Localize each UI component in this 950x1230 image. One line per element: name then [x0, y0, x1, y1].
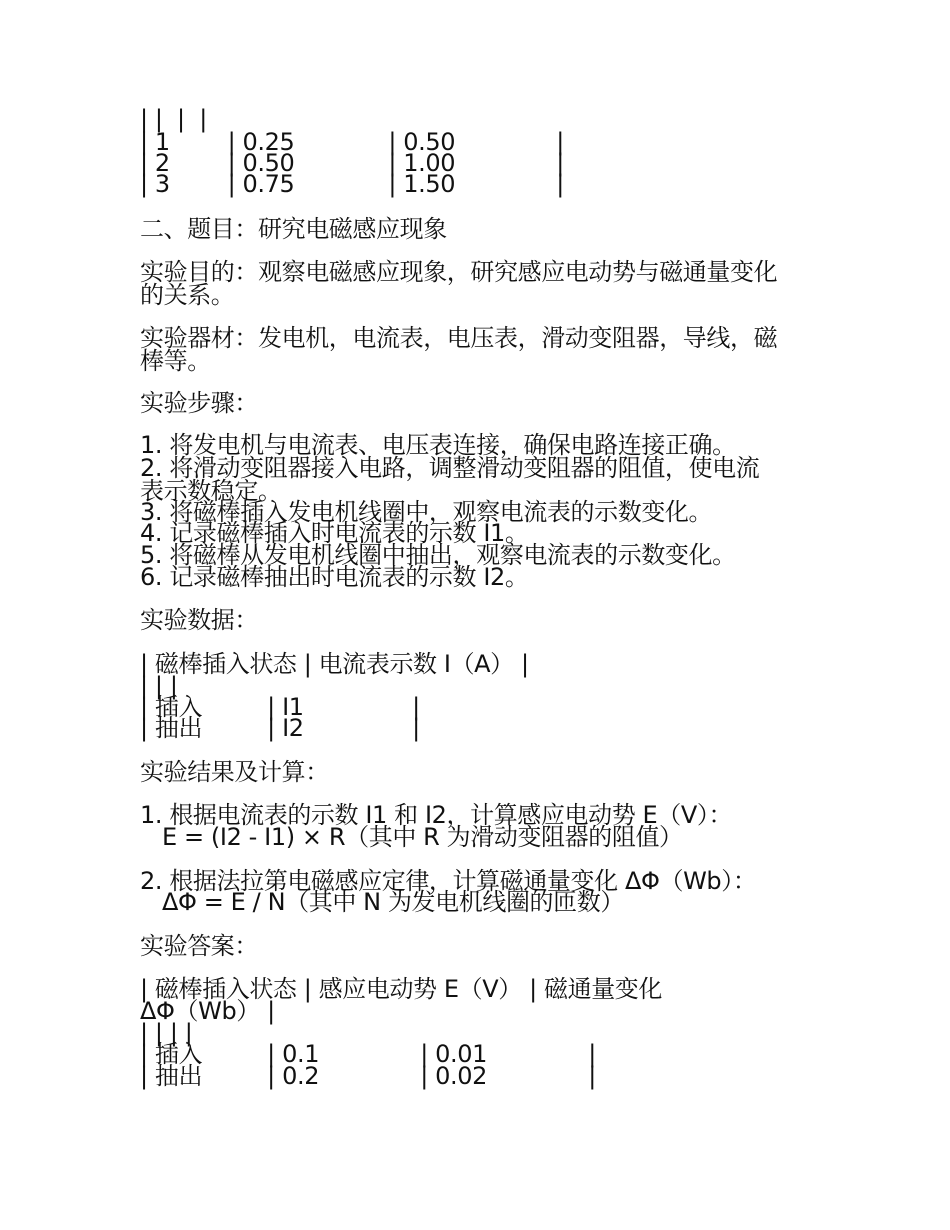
top-table-row: | 2 | 0.50 | 1.00 | — [140, 149, 564, 177]
step-line: 2. 将滑动变阻器接入电路，调整滑动变阻器的阻值，使电流 — [140, 454, 760, 482]
answer-table-header: | 磁棒插入状态 | 感应电动势 E（V） | 磁通量变化 — [140, 975, 663, 1003]
answer-heading: 实验答案： — [140, 932, 258, 960]
data-table-separator: | | | — [140, 672, 178, 700]
answer-table-separator: | | | | — [140, 1019, 193, 1047]
top-table-row: | 3 | 0.75 | 1.50 | — [140, 170, 564, 198]
step-line: 4. 记录磁棒插入时电流表的示数 I1。 — [140, 519, 529, 547]
answer-table-row: | 插入 | 0.1 | 0.01 | — [140, 1040, 596, 1068]
purpose-line: 实验目的：观察电磁感应现象，研究感应电动势与磁通量变化 — [140, 258, 778, 286]
topic-heading: 二、题目：研究电磁感应现象 — [140, 215, 447, 243]
step-line: 6. 记录磁棒抽出时电流表的示数 I2。 — [140, 563, 529, 591]
data-table-header: | 磁棒插入状态 | 电流表示数 I（A） | — [140, 650, 529, 678]
equipment-line: 棒等。 — [140, 347, 211, 375]
calc-formula: ΔΦ = E / N（其中 N 为发电机线圈的匝数） — [162, 888, 624, 916]
data-heading: 实验数据： — [140, 606, 258, 634]
purpose-line: 的关系。 — [140, 281, 235, 309]
calc-line: 1. 根据电流表的示数 I1 和 I2，计算感应电动势 E（V）： — [140, 801, 733, 829]
calc-formula: E = (I2 - I1) × R（其中 R 为滑动变阻器的阻值） — [162, 823, 683, 851]
results-heading: 实验结果及计算： — [140, 758, 329, 786]
step-line: 5. 将磁棒从发电机线圈中抽出，观察电流表的示数变化。 — [140, 541, 736, 569]
answer-table-header: ΔΦ（Wb） | — [140, 997, 275, 1025]
top-table-separator: | | | | — [140, 105, 207, 133]
equipment-line: 实验器材：发电机，电流表，电压表，滑动变阻器，导线，磁 — [140, 324, 778, 352]
steps-heading: 实验步骤： — [140, 389, 258, 417]
top-table-row: | 1 | 0.25 | 0.50 | — [140, 128, 564, 156]
step-line: 表示数稳定。 — [140, 477, 282, 505]
calc-line: 2. 根据法拉第电磁感应定律，计算磁通量变化 ΔΦ（Wb）： — [140, 867, 757, 895]
step-line: 1. 将发电机与电流表、电压表连接，确保电路连接正确。 — [140, 431, 736, 459]
step-line: 3. 将磁棒插入发电机线圈中，观察电流表的示数变化。 — [140, 498, 713, 526]
data-table-row: | 抽出 | I2 | — [140, 714, 420, 742]
data-table-row: | 插入 | I1 | — [140, 693, 420, 721]
answer-table-row: | 抽出 | 0.2 | 0.02 | — [140, 1062, 596, 1090]
